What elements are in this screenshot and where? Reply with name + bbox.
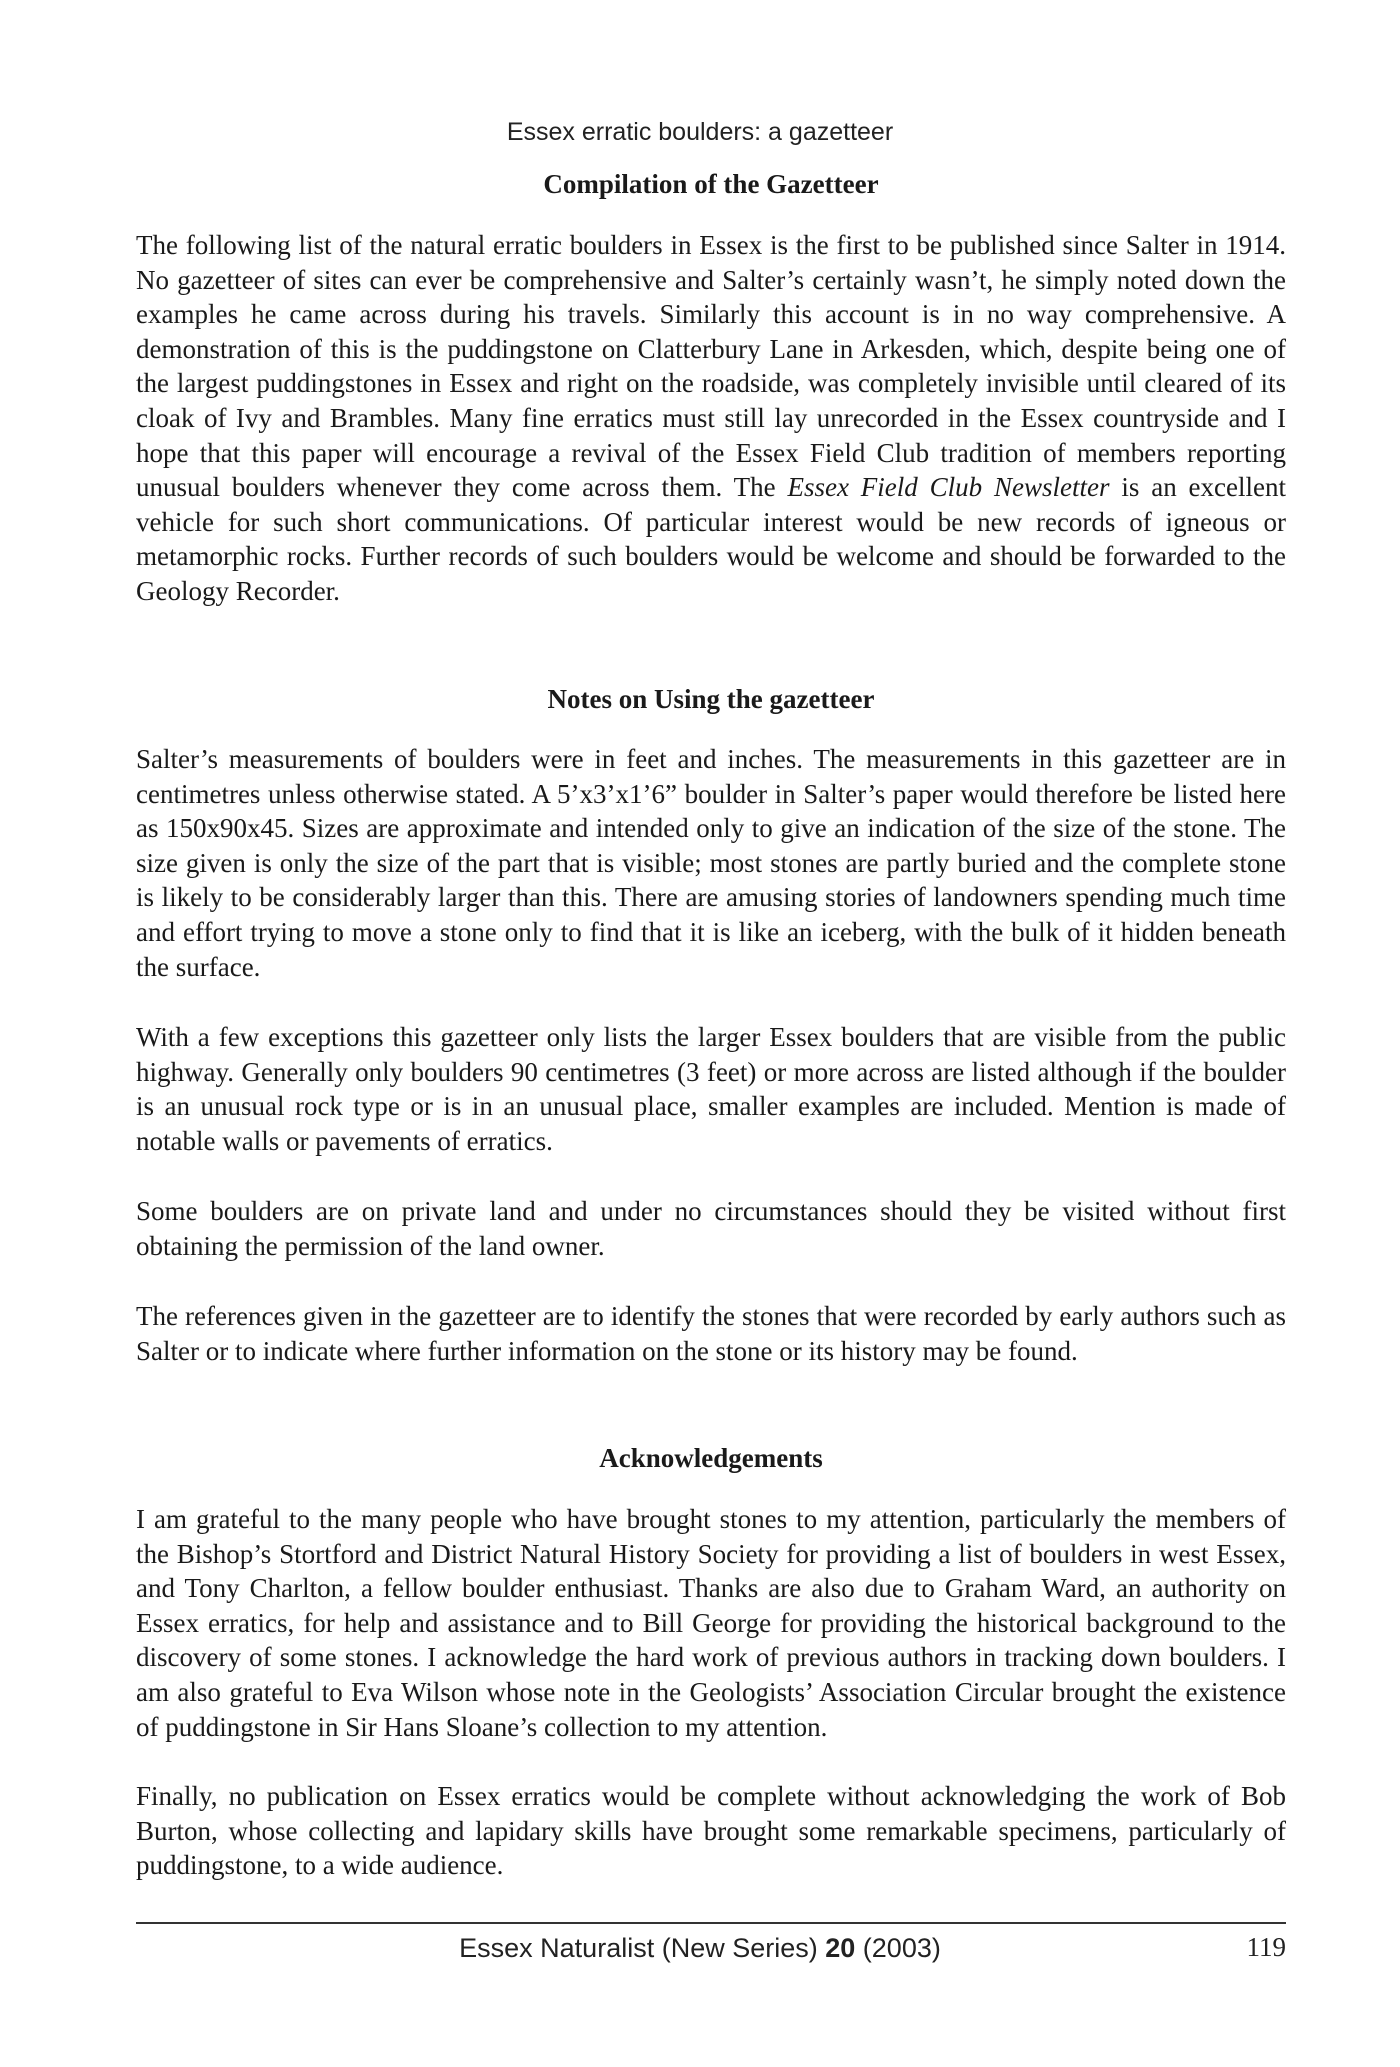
section-compilation (136, 228, 1286, 609)
section-notes-3 (136, 1194, 1286, 1263)
compilation-text-b: is an excellent vehicle for such short communications. Of particular interest would be new records of igneous or metamorphic rocks. Further records of such boulders would be welcome and should be forwarded to the Geology Recorder. (136, 472, 1286, 606)
section-notes-4 (136, 1299, 1286, 1368)
section-acknowledgements (136, 1502, 1286, 1744)
running-header: Essex erratic boulders: a gazetteer (506, 118, 894, 146)
notes-paragraph-2: With a few exceptions this gazetteer only lists the larger Essex boulders that are visible from the public highway. Generally only boulders 90 centimetres (3 feet) or more across are listed although if the boulder is an unusual rock type or is in an unusual place, smaller examples are included. Mention is made of notable walls or pavements of erratics. (136, 1022, 1286, 1156)
notes-paragraph-1: Salter’s measurements of boulders were in feet and inches. The measurements in this gazetteer are in centimetres unless otherwise stated. A 5’x3’x1’6” boulder in Salter’s paper would therefore be listed here as 150x90x45. Sizes are approximate and intended only to give an indication of the size of the stone. The size given is only the size of the part that is visible; most stones are partly buried and the complete stone is likely to be considerably larger than this. There are amusing stories of landowners spending much time and effort trying to move a stone only to find that it is like an iceberg, with the bulk of it hidden beneath the surface. (136, 744, 1286, 982)
notes-paragraph-4: The references given in the gazetteer are to identify the stones that were recorded by early authors such as Salter or to indicate where further information on the stone or its history may be found. (136, 1301, 1286, 1366)
compilation-text-a: The following list of the natural erratic boulders in Essex is the first to be published since Salter in 1914. No gazetteer of sites can ever be comprehensive and Salter’s certainly wasn’t, he simply noted down the examples he came across during his travels. Similarly this account is in no way comprehensive. A demonstration of this is the puddingstone on Clatterbury Lane in Arkesden, which, despite being one of the largest puddingstones in Essex and right on the roadside, was completely invisible until cleared of its cloak of Ivy and Brambles. Many fine erratics must still lay unrecorded in the Essex countryside and I hope that this paper will encourage a revival of the Essex Field Club tradition of members reporting unusual boulders whenever they come across them. The (136, 230, 1286, 503)
page-number: 119 (1246, 1932, 1286, 1962)
footer-citation (0, 1933, 1400, 1964)
acknowledgements-paragraph-2: Finally, no publication on Essex erratics would be complete without acknowledging the work of Bob Burton, whose collecting and lapidary skills have brought some remarkable specimens, particularly of puddingstone, to a wide audience. (136, 1781, 1286, 1881)
acknowledgements-paragraph-1: I am grateful to the many people who have brought stones to my attention, particularly the members of the Bishop’s Stortford and District Natural History Society for providing a list of boulders in west Essex, and Tony Charlton, a fellow boulder enthusiast. Thanks are also due to Graham Ward, an authority on Essex erratics, for help and assistance and to Bill George for providing the historical background to the discovery of some stones. I acknowledge the hard work of previous authors in tracking down boulders. I am also grateful to Eva Wilson whose note in the Geologists’ Association Circular brought the existence of puddingstone in Sir Hans Sloane’s collection to my attention. (136, 1504, 1286, 1742)
footer-year: (2003) (855, 1933, 941, 1963)
footer-volume: 20 (825, 1933, 856, 1963)
section-acknowledgements-2 (136, 1779, 1286, 1883)
section-notes (136, 742, 1286, 984)
footer-rule (136, 1922, 1286, 1924)
notes-paragraph-3: Some boulders are on private land and under no circumstances should they be visited without first obtaining the permission of the land owner. (136, 1196, 1286, 1261)
heading-acknowledgements: Acknowledgements (599, 1443, 823, 1473)
section-notes-2 (136, 1020, 1286, 1158)
footer-journal: Essex Naturalist (New Series) (459, 1933, 826, 1963)
compilation-paragraph-1 (136, 228, 1286, 609)
newsletter-title: Essex Field Club Newsletter (787, 472, 1110, 503)
heading-compilation: Compilation of the Gazetteer (543, 169, 879, 199)
heading-notes: Notes on Using the gazetteer (547, 684, 875, 714)
